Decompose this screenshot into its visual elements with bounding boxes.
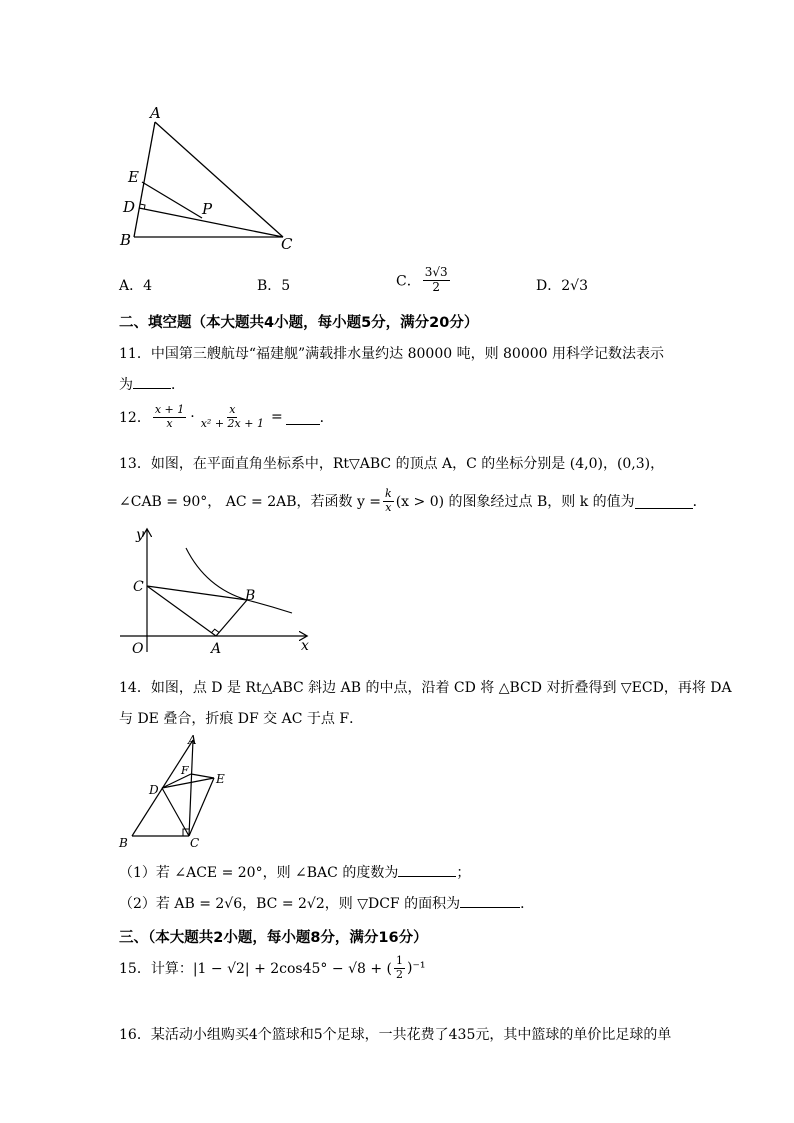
q14-line1: 14．如图，点 D 是 Rt△ABC 斜边 AB 的中点，沿着 CD 将 △BCD 对折叠得到 ▽ECD，再将 DA [119, 680, 732, 696]
q13-line2: ∠CAB = 90°， AC = 2AB，若函数 y = $\frac{k}{x}$ (x > 0) 的图象经过点 B，则 k 的值为 ． [119, 487, 707, 514]
label-e: E [128, 168, 139, 186]
label-p: P [202, 200, 213, 218]
label-o: O [132, 641, 144, 657]
label-b: B [245, 588, 256, 604]
option-d: D．2√3 [536, 278, 588, 294]
segment-de [162, 778, 214, 788]
q14-sub1: （1）若 ∠ACE = 20°，则 ∠BAC 的度数为 ； [119, 862, 470, 882]
segment-cb [147, 586, 247, 600]
label-a: A [188, 733, 197, 747]
answer-blank[interactable] [460, 893, 520, 908]
segment-ac [155, 122, 283, 237]
label-b: B [120, 231, 132, 249]
coordinate-figure [110, 520, 320, 660]
q11-line1: 11．中国第三艘航母“福建舰”满载排水量约达 80000 吨，则 80000 用科学记数法表示 [119, 346, 665, 362]
label-c: C [190, 836, 200, 850]
label-d: D [149, 783, 159, 797]
segment-fe [191, 774, 214, 778]
label-f: F [181, 764, 189, 777]
q12: 12． $\frac{x + 1}{x}$ · $\frac{x}{\text{x² + 2x + 1}}$ = ． [119, 403, 334, 430]
q14-line2: 与 DE 叠合，折痕 DF 交 AC 于点 F． [119, 711, 364, 727]
option-b: B．5 [257, 278, 291, 294]
label-a: A [150, 104, 161, 122]
segment-ab [216, 600, 247, 636]
q14-sub2: （2）若 AB = 2√6，BC = 2√2，则 ▽DCF 的面积为 ． [119, 893, 534, 913]
label-a: A [211, 641, 222, 657]
label-c: C [281, 235, 293, 253]
q16-line1: 16．某活动小组购买4个篮球和5个足球，一共花费了435元，其中篮球的单价比足球的单 [119, 1027, 672, 1043]
triangle-figure [110, 100, 310, 260]
fold-figure [110, 730, 240, 852]
label-e: E [216, 772, 225, 786]
q13-line1: 13．如图，在平面直角坐标系中，Rt▽ABC 的顶点 A，C 的坐标分别是 (4,0)，(0,3)， [119, 456, 665, 472]
label-b: B [119, 836, 128, 850]
section-3-title: 三、（本大题共2小题，每小题8分，满分16分） [119, 930, 428, 946]
q11-line2: 为 ． [119, 374, 185, 394]
answer-blank[interactable] [133, 374, 171, 389]
answer-blank[interactable] [286, 410, 320, 425]
segment-ac [189, 740, 193, 836]
q15: 15． 计算：|1 − √2| + 2cos45° − √8 + ( $\frac{1}{2}$ )⁻¹ [119, 954, 426, 981]
label-d: D [123, 198, 136, 216]
segment-ec [189, 778, 214, 836]
answer-blank[interactable] [635, 494, 693, 509]
section-2-title: 二、填空题（本大题共4小题，每小题5分，满分20分） [119, 315, 479, 331]
segment-ca [147, 586, 216, 636]
answer-blank[interactable] [398, 862, 456, 877]
right-angle-mark [212, 629, 220, 633]
option-c: C． $\frac{3√3}{2}$ [396, 265, 448, 294]
option-a: A．4 [119, 278, 153, 294]
label-y: y [136, 527, 144, 543]
label-x: x [301, 638, 309, 654]
hyperbola-curve [186, 548, 292, 613]
label-c: C [133, 579, 144, 595]
segment-ep [142, 182, 202, 218]
